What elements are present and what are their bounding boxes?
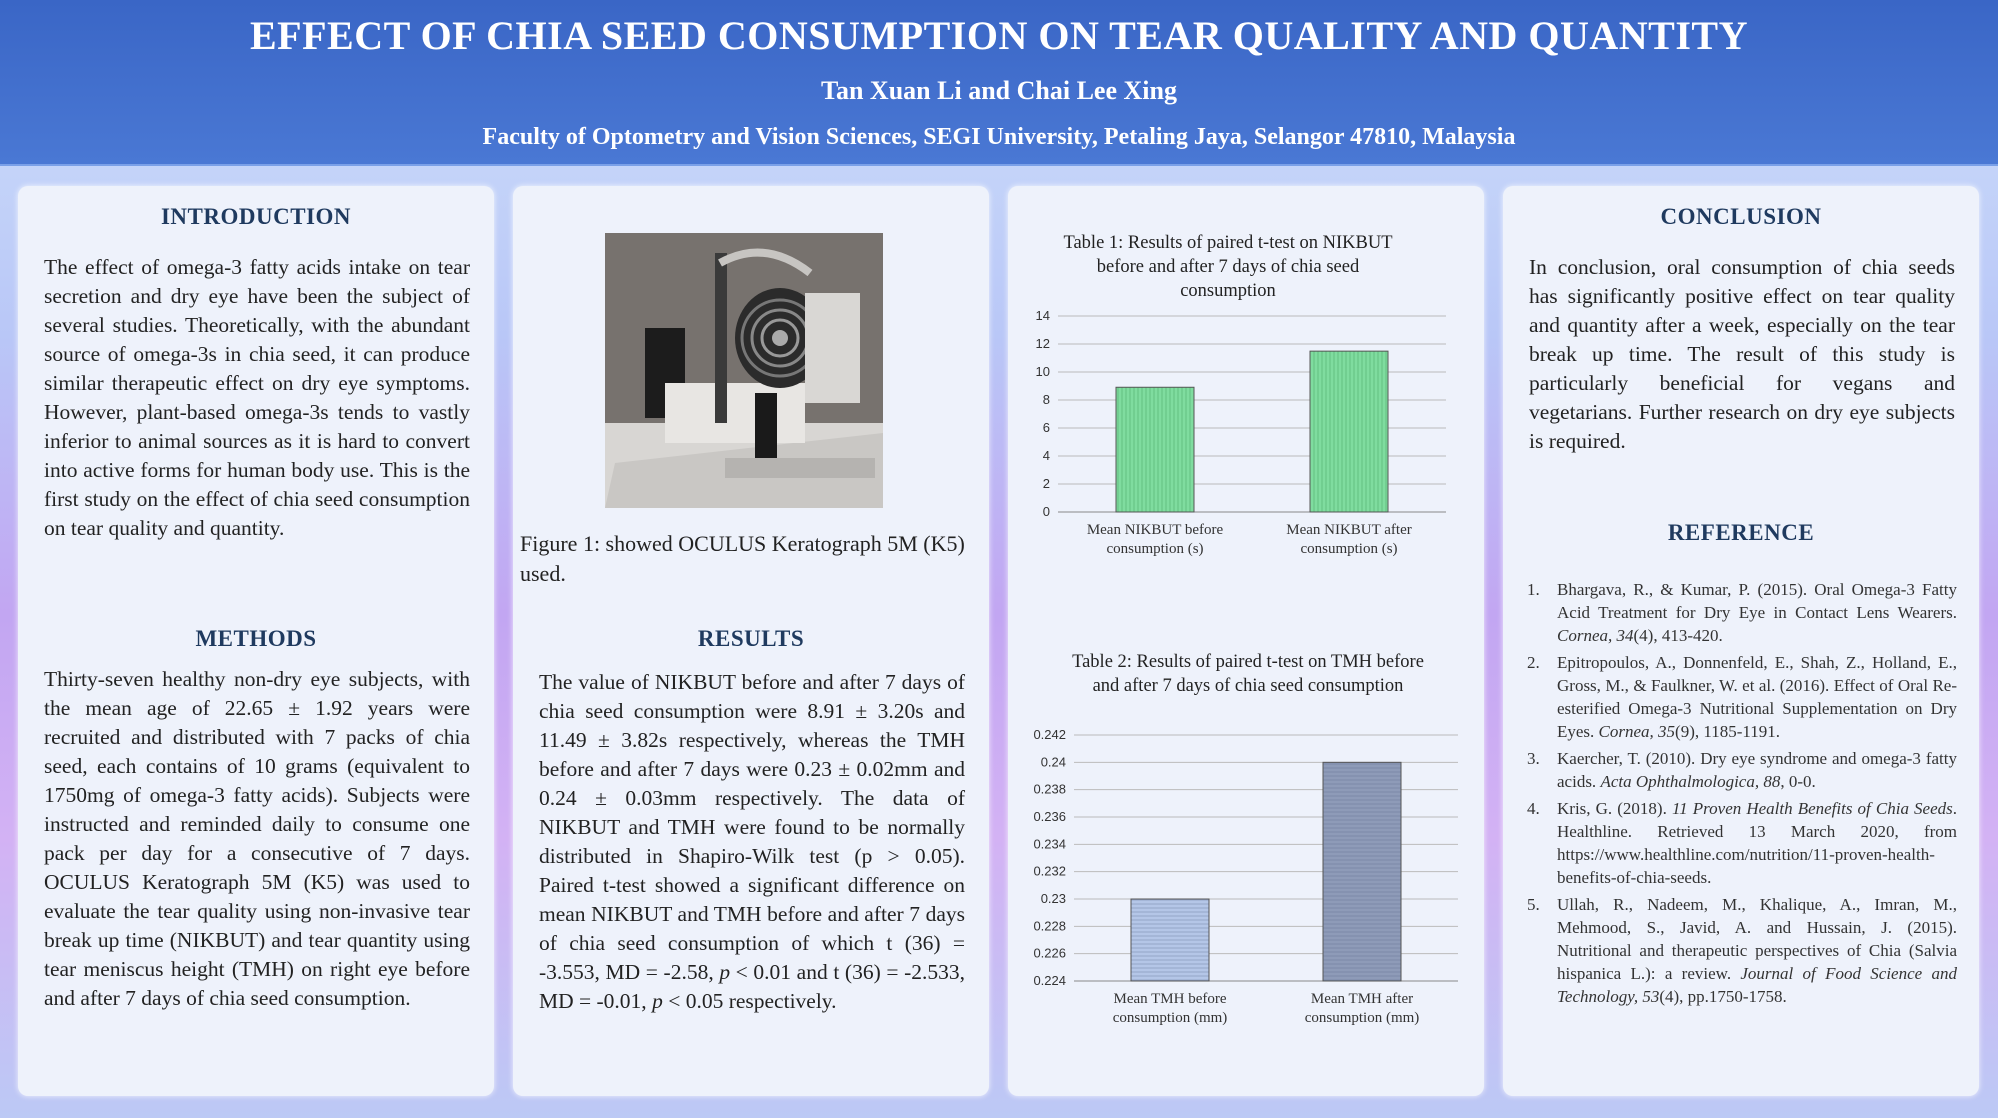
- reference-journal: 11 Proven Health Benefits of Chia Seeds: [1671, 799, 1953, 818]
- results-text-part1: The value of NIKBUT before and after 7 days of chia seed consumption were 8.91 ± 3.20s and 11.49 ± 3.82s respectively, whereas the TMH before and after 7 days were 0.23 ± 0.02mm and 0.24 ± 0.03mm respectively. The data of NIKBUT and TMH were found to be normally distributed in Shapiro-Wilk test (p > 0.05). Paired t-test showed a significant difference on mean NIKBUT and TMH before and after 7 days of chia seed consumption of which t (36) = -3.553, MD = -2.58,: [539, 670, 965, 984]
- reference-text: [1557, 651, 1957, 743]
- x-category-label: consumption (s): [1300, 541, 1398, 557]
- reference-item: [1527, 893, 1957, 1008]
- keratograph-illustration: [605, 233, 883, 508]
- y-tick-label: 0.226: [1033, 945, 1066, 961]
- y-tick-label: 0.232: [1033, 863, 1066, 879]
- methods-text: Thirty-seven healthy non-dry eye subjects, with the mean age of 22.65 ± 1.92 years were recruited and distributed with 7 packs of chia seed, each contains of 10 grams (equivalent to 1750mg of omega-3 fatty acids). Subjects were instructed and reminded daily to consume one pack per day for a consecutive of 7 days. OCULUS Keratograph 5M (K5) was used to evaluate the tear quality using non-invasive tear break up time (NIKBUT) and tear quantity using tear meniscus height (TMH) on right eye before and after 7 days of chia seed consumption.: [44, 667, 470, 1010]
- poster-header: [0, 0, 1998, 166]
- reference-text: [1557, 747, 1957, 793]
- methods-heading: METHODS: [195, 626, 317, 651]
- keratograph-photo: [605, 233, 883, 508]
- tmh-bar-chart: [1008, 186, 1484, 1096]
- reference-heading: REFERENCE: [1667, 520, 1815, 545]
- reference-pages: , 0-0.: [1780, 772, 1816, 791]
- y-tick-label: 0.224: [1033, 973, 1066, 988]
- x-category-label: Mean TMH after: [1310, 991, 1414, 1007]
- x-category-label: consumption (mm): [1304, 1010, 1420, 1026]
- y-tick-label: 0.238: [1033, 781, 1066, 797]
- y-tick-label: 0: [1042, 504, 1050, 519]
- y-tick-label: 0.242: [1033, 727, 1066, 742]
- x-category-label: Mean NIKBUT before: [1086, 522, 1224, 538]
- bar: [1323, 762, 1401, 981]
- chart1-title: Table 1: Results of paired t-test on NIKBUT before and after 7 days of chia seed consumption: [1063, 233, 1393, 301]
- y-tick-label: 10: [1035, 364, 1050, 379]
- reference-pages: (4), 413-420.: [1633, 626, 1723, 645]
- poster-affiliation: Faculty of Optometry and Vision Sciences, SEGI University, Petaling Jaya, Selangor 47810, Malaysia: [482, 124, 1516, 150]
- poster-title: EFFECT OF CHIA SEED CONSUMPTION ON TEAR QUALITY AND QUANTITY: [250, 13, 1748, 58]
- reference-volume: , 35: [1649, 722, 1676, 741]
- reference-text: [1557, 578, 1957, 647]
- reference-number: 5.: [1527, 895, 1540, 914]
- reference-authors-title: Kaercher, T. (2010). Dry eye syndrome and omega-3 fatty acids.: [1557, 749, 1957, 791]
- reference-authors-title: Ullah, R., Nadeem, M., Khalique, A., Imran, M., Mehmood, S., Javid, A. and Hussain, J. (2015). Nutritional and therapeutic perspectives of Chia (Salvia hispanica L.): a review.: [1557, 895, 1957, 983]
- reference-item: [1527, 747, 1957, 793]
- x-category-label: Mean NIKBUT after: [1286, 522, 1412, 538]
- y-tick-label: 0.23: [1040, 891, 1066, 906]
- reference-item: [1527, 578, 1957, 647]
- conclusion-heading: CONCLUSION: [1660, 204, 1822, 229]
- reference-list: [1527, 578, 1957, 1012]
- conclusion-reference-panel: [1503, 186, 1979, 1096]
- results-heading: RESULTS: [697, 626, 805, 651]
- reference-authors-title: Epitropoulos, A., Donnenfeld, E., Shah, Z., Holland, E., Gross, M., & Faulkner, W. et al. (2016). Effect of Oral Re-esterified Omega-3 Nutritional Supplementation on Dry Eyes.: [1557, 653, 1957, 741]
- y-tick-label: 0.236: [1033, 809, 1066, 824]
- reference-volume: , 88: [1754, 772, 1781, 791]
- introduction-methods-panel: [18, 186, 494, 1096]
- introduction-heading: INTRODUCTION: [160, 204, 352, 229]
- reference-journal: Cornea: [1557, 626, 1608, 645]
- p-value-symbol: p: [719, 960, 731, 984]
- reference-journal: Cornea: [1598, 722, 1650, 741]
- y-tick-label: 2: [1042, 476, 1050, 491]
- reference-number: 2.: [1527, 653, 1540, 672]
- reference-text: [1557, 893, 1957, 1008]
- introduction-text: The effect of omega-3 fatty acids intake on tear secretion and dry eye have been the subject of several studies. Theoretically, with the abundant source of omega-3s in chia seed, it can produce similar therapeutic effect on dry eye symptoms. However, plant-based omega-3s tends to vastly inferior to animal sources as it is hard to convert into active forms for human body use. This is the first study on the effect of chia seed consumption on tear quality and quantity.: [44, 255, 470, 540]
- reference-pages: (4), pp.1750-1758.: [1659, 987, 1787, 1006]
- y-tick-label: 0.228: [1033, 918, 1066, 934]
- y-tick-label: 0.24: [1040, 754, 1066, 770]
- x-category-label: consumption (s): [1106, 541, 1204, 557]
- y-tick-label: 4: [1042, 448, 1050, 463]
- y-tick-label: 6: [1042, 420, 1050, 435]
- x-category-label: consumption (mm): [1112, 1010, 1228, 1026]
- reference-number: 1.: [1527, 580, 1540, 599]
- y-tick-label: 0.234: [1033, 836, 1066, 852]
- reference-item: [1527, 651, 1957, 743]
- results-text: [539, 668, 965, 1016]
- poster-authors: Tan Xuan Li and Chai Lee Xing: [821, 76, 1177, 105]
- reference-authors-title: Bhargava, R., & Kumar, P. (2015). Oral Omega-3 Fatty Acid Treatment for Dry Eye in Contact Lens Wearers.: [1557, 580, 1957, 622]
- reference-text: [1557, 797, 1957, 889]
- reference-authors-title: Kris, G. (2018).: [1557, 799, 1672, 818]
- x-category-label: Mean TMH before: [1113, 991, 1227, 1007]
- results-text-part3: < 0.05 respectively.: [662, 989, 837, 1013]
- reference-pages: . Healthline. Retrieved 13 March 2020, from https://www.healthline.com/nutrition/11-proven-health-benefits-of-chia-seeds.: [1557, 799, 1957, 887]
- chart2-title: Table 2: Results of paired t-test on TMH before and after 7 days of chia seed consumption: [1072, 652, 1424, 696]
- results-text-part2: < 0.01 and t (36) = -2.533, MD = -0.01,: [539, 960, 965, 1013]
- y-tick-label: 14: [1035, 308, 1050, 323]
- reference-volume: , 34: [1608, 626, 1634, 645]
- reference-journal: Journal of Food Science and Technology: [1557, 964, 1957, 1006]
- conclusion-text: In conclusion, oral consumption of chia seeds has significantly positive effect on tear quality and quantity after a week, especially on the tear break up time. The result of this study is particularly beneficial for vegans and vegetarians. Further research on dry eye subjects is required.: [1529, 255, 1955, 453]
- figure-caption: Figure 1: showed OCULUS Keratograph 5M (K5) used.: [520, 531, 965, 586]
- figure-results-panel: [513, 186, 989, 1096]
- y-tick-label: 12: [1035, 336, 1050, 351]
- reference-pages: (9), 1185-1191.: [1675, 722, 1781, 741]
- reference-volume: , 53: [1633, 987, 1660, 1006]
- reference-journal: Acta Ophthalmologica: [1600, 772, 1755, 791]
- reference-item: [1527, 797, 1957, 889]
- charts-panel: [1008, 186, 1484, 1096]
- y-tick-label: 8: [1042, 392, 1050, 407]
- bar: [1131, 899, 1209, 981]
- p-value-symbol: p: [652, 989, 663, 1013]
- reference-number: 3.: [1527, 749, 1540, 768]
- reference-number: 4.: [1527, 799, 1540, 818]
